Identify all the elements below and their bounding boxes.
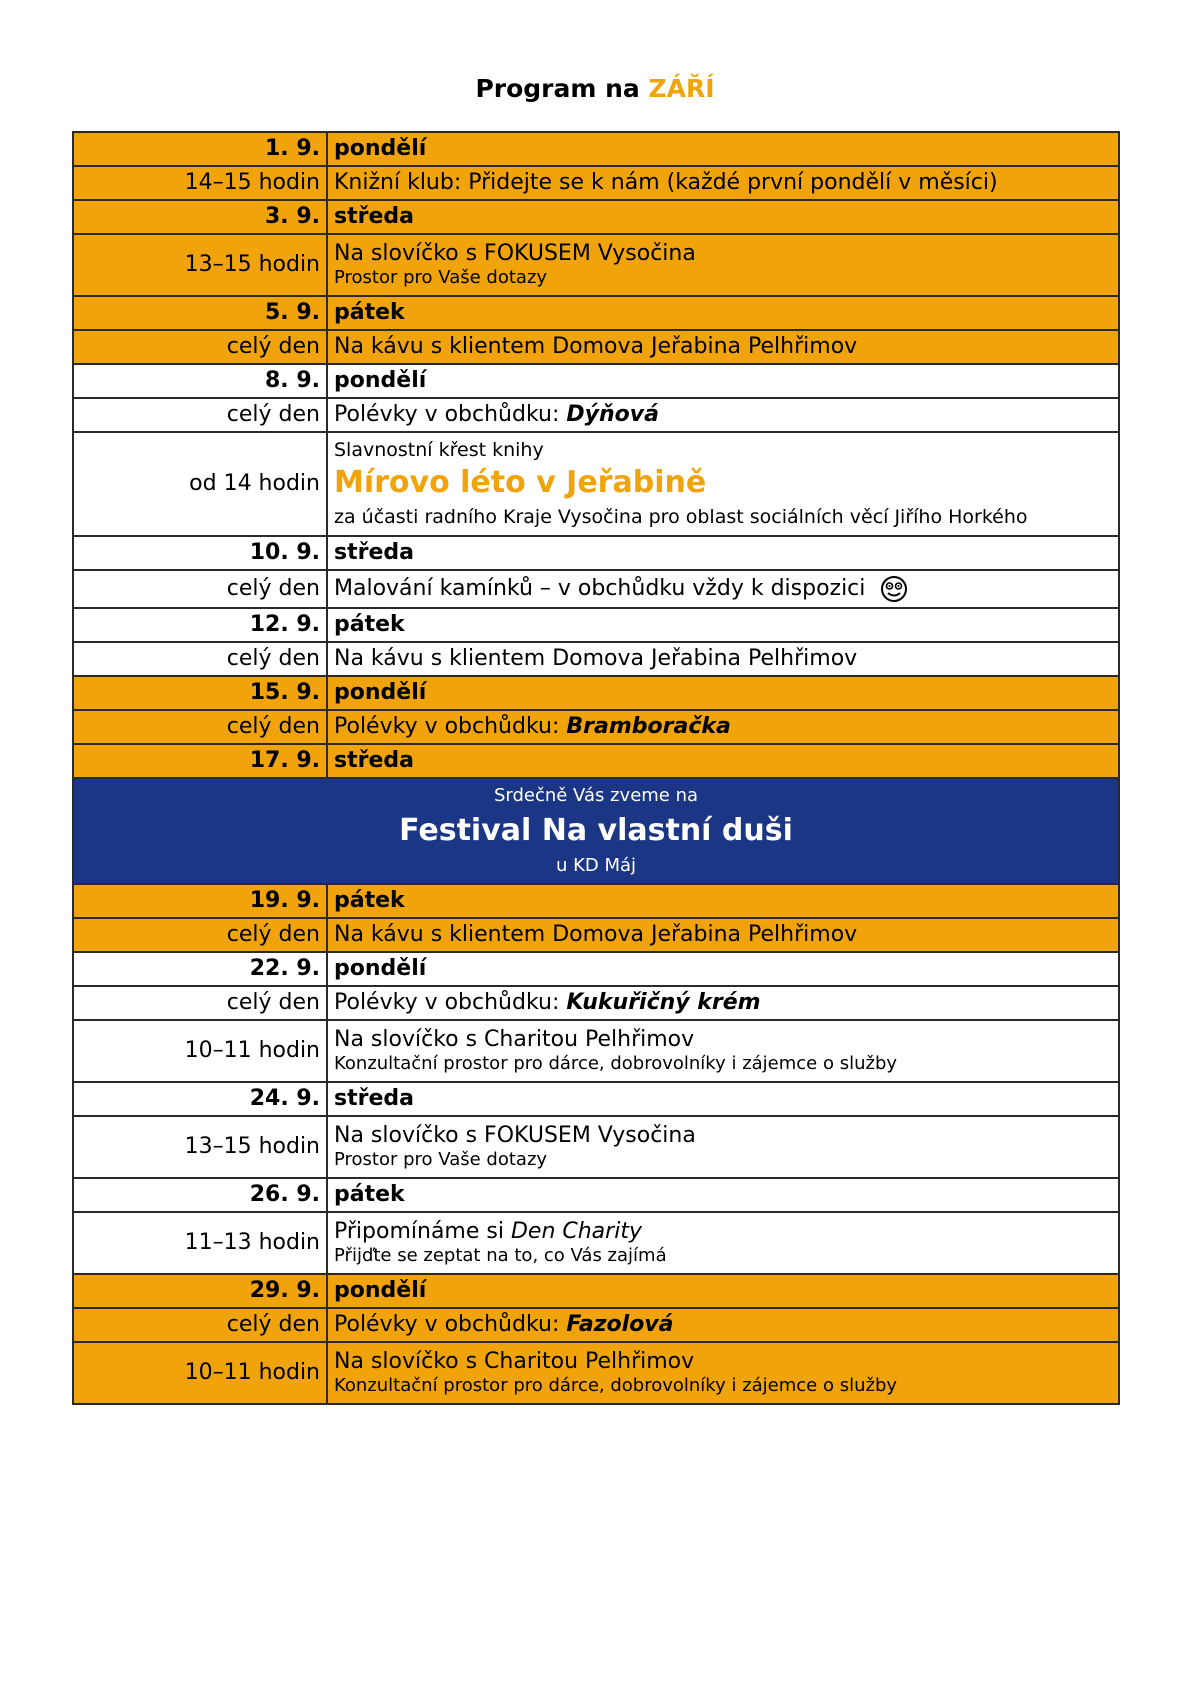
event-title: Polévky v obchůdku: xyxy=(334,1312,560,1337)
table-row xyxy=(73,1082,1119,1116)
time-cell: 13–15 hodin xyxy=(73,1116,327,1178)
festival-invite: Srdečně Vás zveme na xyxy=(493,785,699,806)
table-row xyxy=(73,1020,1119,1082)
day-cell: pátek xyxy=(327,884,1119,918)
event-cell: Na kávu s klientem Domova Jeřabina Pelhřimov xyxy=(327,918,1119,952)
event-title: Na slovíčko s FOKUSEM Vysočina xyxy=(334,241,696,266)
table-row xyxy=(73,570,1119,608)
table-row xyxy=(73,330,1119,364)
festival-location: u KD Máj xyxy=(555,855,637,876)
date-cell: 3. 9. xyxy=(73,200,327,234)
event-title: Na slovíčko s Charitou Pelhřimov xyxy=(334,1349,695,1374)
table-row xyxy=(73,676,1119,710)
table-row xyxy=(73,132,1119,166)
event-cell: Na kávu s klientem Domova Jeřabina Pelhřimov xyxy=(327,642,1119,676)
table-row xyxy=(73,536,1119,570)
date-cell: 24. 9. xyxy=(73,1082,327,1116)
table-row xyxy=(73,296,1119,330)
time-cell: celý den xyxy=(73,642,327,676)
table-row xyxy=(73,398,1119,432)
date-cell: 12. 9. xyxy=(73,608,327,642)
table-row xyxy=(73,432,1119,536)
event-cell xyxy=(327,1342,1119,1404)
event-subtitle: Prostor pro Vaše dotazy xyxy=(334,267,548,288)
event-title: Na slovíčko s Charitou Pelhřimov xyxy=(334,1027,695,1052)
day-cell: pondělí xyxy=(327,676,1119,710)
event-title-italic: Den Charity xyxy=(510,1219,642,1244)
time-cell: celý den xyxy=(73,330,327,364)
event-title: Malování kamínků – v obchůdku vždy k dispozici xyxy=(334,576,866,601)
event-cell xyxy=(327,986,1119,1020)
time-cell: celý den xyxy=(73,710,327,744)
event-cell xyxy=(327,710,1119,744)
table-row xyxy=(73,234,1119,296)
date-cell: 22. 9. xyxy=(73,952,327,986)
event-title: Na slovíčko s FOKUSEM Vysočina xyxy=(334,1123,696,1148)
day-cell: středa xyxy=(327,536,1119,570)
date-cell: 19. 9. xyxy=(73,884,327,918)
soup-name: Fazolová xyxy=(566,1312,674,1337)
table-row xyxy=(73,1178,1119,1212)
time-cell: 10–11 hodin xyxy=(73,1020,327,1082)
event-posttitle: za účasti radního Kraje Vysočina pro oblast sociálních věcí Jiřího Horkého xyxy=(334,506,1028,528)
event-cell xyxy=(327,1212,1119,1274)
festival-name: Festival Na vlastní duši xyxy=(399,813,793,848)
event-cell xyxy=(327,234,1119,296)
date-cell: 5. 9. xyxy=(73,296,327,330)
day-cell: středa xyxy=(327,744,1119,778)
event-title: Polévky v obchůdku: xyxy=(334,714,560,739)
winking-smiley-icon xyxy=(880,575,908,603)
event-cell xyxy=(327,1020,1119,1082)
table-row xyxy=(73,1116,1119,1178)
date-cell: 26. 9. xyxy=(73,1178,327,1212)
date-cell: 15. 9. xyxy=(73,676,327,710)
title-month: ZÁŘÍ xyxy=(648,74,715,103)
time-cell: celý den xyxy=(73,398,327,432)
table-row xyxy=(73,364,1119,398)
event-pretitle: Slavnostní křest knihy xyxy=(334,439,544,461)
table-row xyxy=(73,200,1119,234)
date-cell: 17. 9. xyxy=(73,744,327,778)
event-subtitle: Konzultační prostor pro dárce, dobrovolníky i zájemce o služby xyxy=(334,1375,898,1396)
event-subtitle: Přijďte se zeptat na to, co Vás zajímá xyxy=(334,1245,667,1266)
soup-name: Kukuřičný krém xyxy=(566,990,761,1015)
day-cell: pondělí xyxy=(327,952,1119,986)
page-title xyxy=(0,74,1190,103)
table-row xyxy=(73,1274,1119,1308)
table-row xyxy=(73,1308,1119,1342)
date-cell: 29. 9. xyxy=(73,1274,327,1308)
event-cell: Knižní klub: Přidejte se k nám (každé první pondělí v měsíci) xyxy=(327,166,1119,200)
event-subtitle: Konzultační prostor pro dárce, dobrovolníky i zájemce o služby xyxy=(334,1053,898,1074)
table-row xyxy=(73,1342,1119,1404)
day-cell: pátek xyxy=(327,296,1119,330)
soup-name: Dýňová xyxy=(566,402,659,427)
day-cell: středa xyxy=(327,1082,1119,1116)
table-row xyxy=(73,884,1119,918)
date-cell: 10. 9. xyxy=(73,536,327,570)
soup-name: Bramboračka xyxy=(566,714,731,739)
table-row xyxy=(73,166,1119,200)
table-row xyxy=(73,608,1119,642)
table-row xyxy=(73,952,1119,986)
time-cell: celý den xyxy=(73,918,327,952)
event-cell: Na kávu s klientem Domova Jeřabina Pelhřimov xyxy=(327,330,1119,364)
time-cell: 11–13 hodin xyxy=(73,1212,327,1274)
date-cell: 1. 9. xyxy=(73,132,327,166)
event-cell xyxy=(327,1116,1119,1178)
table-row xyxy=(73,710,1119,744)
table-row xyxy=(73,986,1119,1020)
time-cell: celý den xyxy=(73,1308,327,1342)
program-table xyxy=(72,131,1120,1405)
time-cell: 13–15 hodin xyxy=(73,234,327,296)
time-cell: 10–11 hodin xyxy=(73,1342,327,1404)
time-cell: od 14 hodin xyxy=(73,432,327,536)
event-cell xyxy=(327,1308,1119,1342)
day-cell: pondělí xyxy=(327,1274,1119,1308)
table-row xyxy=(73,1212,1119,1274)
event-title: Polévky v obchůdku: xyxy=(334,990,560,1015)
book-title: Mírovo léto v Jeřabině xyxy=(334,465,707,500)
time-cell: 14–15 hodin xyxy=(73,166,327,200)
event-title: Připomínáme si xyxy=(334,1219,504,1244)
table-row xyxy=(73,918,1119,952)
event-cell xyxy=(327,570,1119,608)
title-prefix: Program na xyxy=(475,74,640,103)
time-cell: celý den xyxy=(73,570,327,608)
event-cell xyxy=(327,398,1119,432)
day-cell: pátek xyxy=(327,1178,1119,1212)
day-cell: pondělí xyxy=(327,364,1119,398)
day-cell: pondělí xyxy=(327,132,1119,166)
date-cell: 8. 9. xyxy=(73,364,327,398)
event-subtitle: Prostor pro Vaše dotazy xyxy=(334,1149,548,1170)
table-row xyxy=(73,642,1119,676)
event-cell xyxy=(327,432,1119,536)
day-cell: středa xyxy=(327,200,1119,234)
time-cell: celý den xyxy=(73,986,327,1020)
event-title: Polévky v obchůdku: xyxy=(334,402,560,427)
festival-row xyxy=(73,778,1119,884)
table-row xyxy=(73,744,1119,778)
day-cell: pátek xyxy=(327,608,1119,642)
festival-cell xyxy=(73,778,1119,884)
